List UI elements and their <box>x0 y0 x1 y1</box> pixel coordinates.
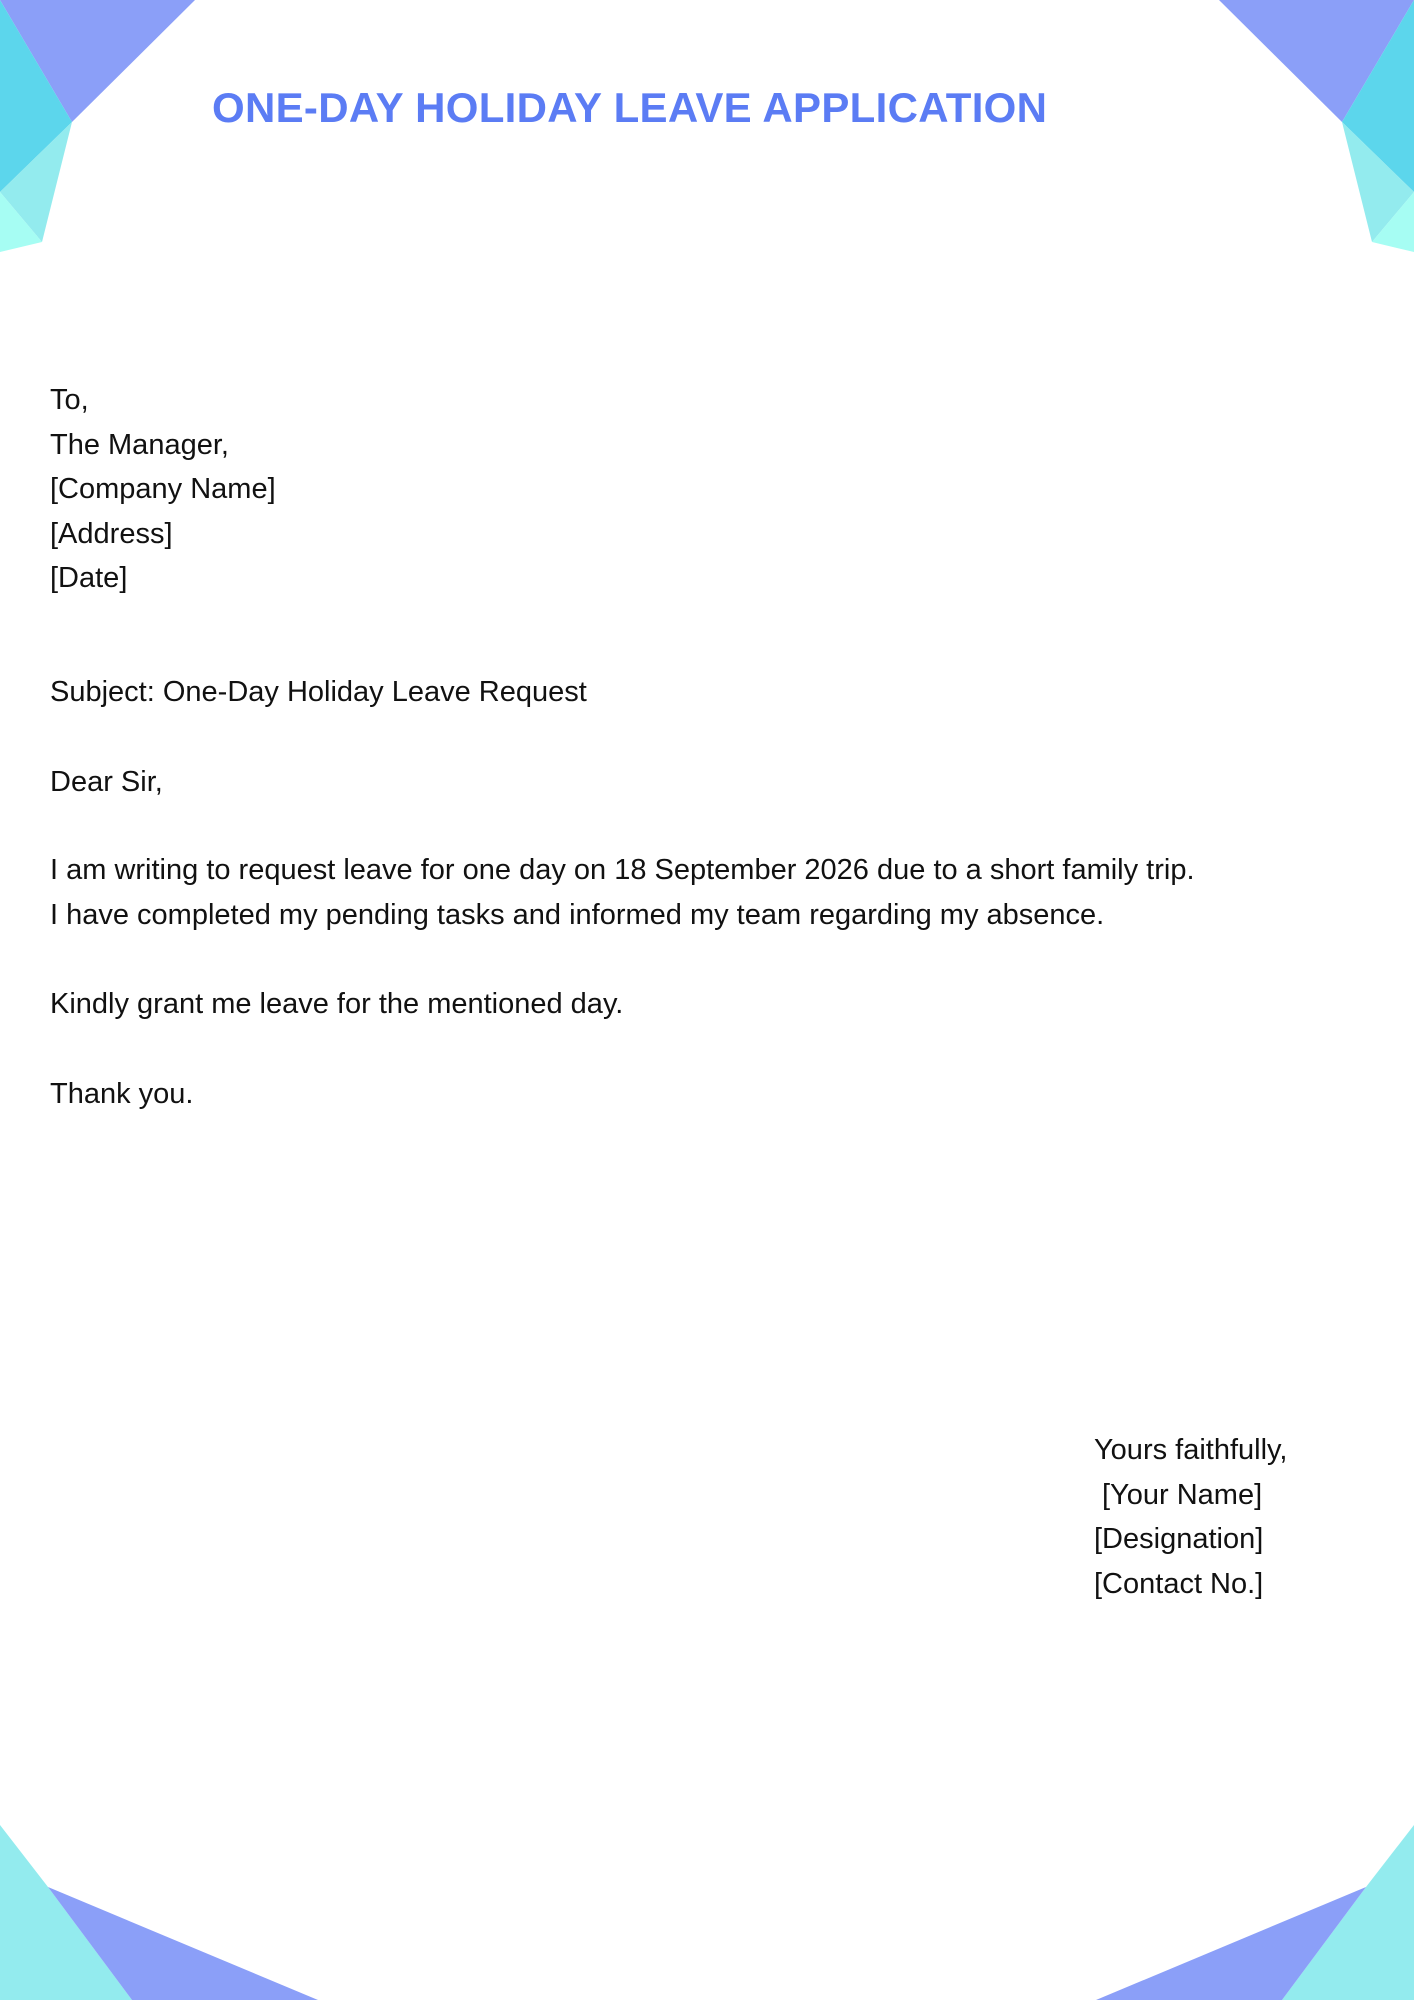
signature-name: [Your Name] <box>1102 1478 1263 1511</box>
thanks-line: Thank you. <box>50 1078 194 1110</box>
signature-contact: [Contact No.] <box>1094 1567 1264 1600</box>
top-left-corner-decoration <box>0 0 195 252</box>
request-line: Kindly grant me leave for the mentioned day. <box>50 988 624 1020</box>
recipient-address: [Address] <box>50 517 173 550</box>
signature-closing: Yours faithfully, <box>1094 1434 1288 1466</box>
salutation: Dear Sir, <box>50 766 163 798</box>
signature-block <box>1094 1428 1287 1606</box>
recipient-company: [Company Name] <box>50 473 276 505</box>
bottom-right-corner-decoration <box>1096 1825 1414 2000</box>
recipient-role: The Manager, <box>50 428 229 461</box>
bottom-left-corner-decoration <box>0 1825 318 2000</box>
recipient-date: [Date] <box>50 562 128 594</box>
signature-designation: [Designation] <box>1094 1523 1264 1555</box>
recipient-block <box>50 378 276 601</box>
subject-line: Subject: One-Day Holiday Leave Request <box>50 676 587 708</box>
top-right-corner-decoration <box>1219 0 1414 252</box>
letter-body <box>50 848 1195 937</box>
body-line-2: I have completed my pending tasks and informed my team regarding my absence. <box>50 898 1105 931</box>
recipient-to: To, <box>50 384 89 416</box>
page-title: ONE-DAY HOLIDAY LEAVE APPLICATION <box>212 84 1048 131</box>
body-line-1: I am writing to request leave for one day on 18 September 2026 due to a short family trip. <box>50 854 1195 886</box>
